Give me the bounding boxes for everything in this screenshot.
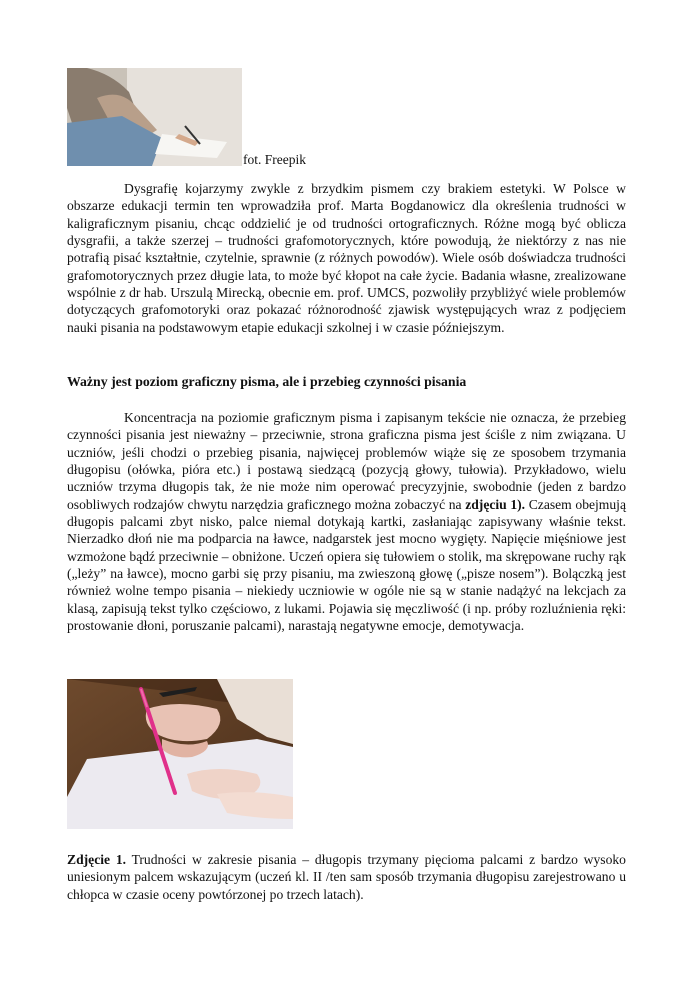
body-text-start: Koncentracja na poziomie graficznym pisma i zapisanym tekście nie oznacza, że przebieg czynności pisania jest nieważny – przeciwnie, strona graficzna pisma jest ściśle z nim związana. U uczniów, jeśli chodzi o przebieg pisania, najwięcej problemów wiąże się ze sposobem trzymania długopisu (ołówka, pióra etc.) i postawą siedzącą (pozycją głowy, tułowia). Przykładowo, wielu uczniów trzyma długopis tak, że nie może nim operować precyzyjnie, swobodnie (jeden z bardzo osobliwych rodzajów chwytu narzędzia graficznego można zobaczyć na <box>67 410 626 512</box>
section-heading: Ważny jest poziom graficzny pisma, ale i przebieg czynności pisania <box>67 374 467 389</box>
child-writing-image <box>67 68 242 166</box>
child-writing-photo <box>67 68 242 166</box>
photo-caption <box>67 851 626 903</box>
body-text-end: Czasem obejmują długopis palcami zbyt nisko, palce niemal dotykają kartki, zasłaniając zapisywany właśnie tekst. Nierzadko dłoń nie ma podparcia na ławce, nadgarstek jest mocno wygięty. Napięcie mięśniowe jest wzmożone bądź przeciwnie – obniżone. Uczeń opiera się tułowiem o stolik, ma skrępowane ruchy rąk („leży” na ławce), mocno garbi się przy pisaniu, ma zwieszoną głowę („pisze nosem”). Bolączką jest również wolne tempo pisania – niekiedy uczniowie w ogóle nie są w stanie nadążyć na lekcjach za klasą, zapisują tekst tylko częściowo, z lukami. Pojawia się męczliwość (i np. próby rozluźnienia ręki: prostowanie dłoni, poruszanie palcami), narastają negatywne emocje, demotywacja. <box>67 496 626 634</box>
caption-text: Trudności w zakresie pisania – długopis trzymany pięcioma palcami z bardzo wysoko uniesionym palcem wskazującym (uczeń kl. II /ten sam sposób trzymania długopisu zarejestrowano u chłopca w czasie oceny powtórzonej po trzech latach). <box>67 852 626 902</box>
caption-label: Zdjęcie 1. <box>67 852 127 867</box>
intro-paragraph: Dysgrafię kojarzymy zwykle z brzydkim pismem czy brakiem estetyki. W Polsce w obszarze edukacji termin ten wprowadziła prof. Marta Bogdanowicz dla określenia trudności w kaligraficznym pisaniu, chcąc oddzielić je od trudności ortograficznych. Różne mogą być oblicza dysgrafii, a także szerzej – trudności grafomotorycznych, które powodują, że niektórzy z nas nie potrafią pisać kształtnie, czytelnie, sprawnie (z różnych powodów). Wiele osób doświadcza trudności grafomotorycznych przez długie lata, to może być kłopot na całe życie. Badania własne, zrealizowane wspólnie z dr hab. Urszulą Mirecką, obecnie em. prof. UMCS, pozwoliły przybliżyć wiele problemów dotyczących grafomotoryki oraz pokazać różnorodność zjawisk występujących wraz z podjęciem nauki pisania na podstawowym etapie edukacji szkolnej i w czasie późniejszym. <box>67 181 626 335</box>
pen-grip-photo <box>67 679 293 829</box>
pen-grip-image <box>67 679 293 829</box>
photo-credit: fot. Freepik <box>243 152 306 167</box>
photo-reference: zdjęciu 1). <box>465 496 526 512</box>
body-paragraph <box>67 409 626 634</box>
